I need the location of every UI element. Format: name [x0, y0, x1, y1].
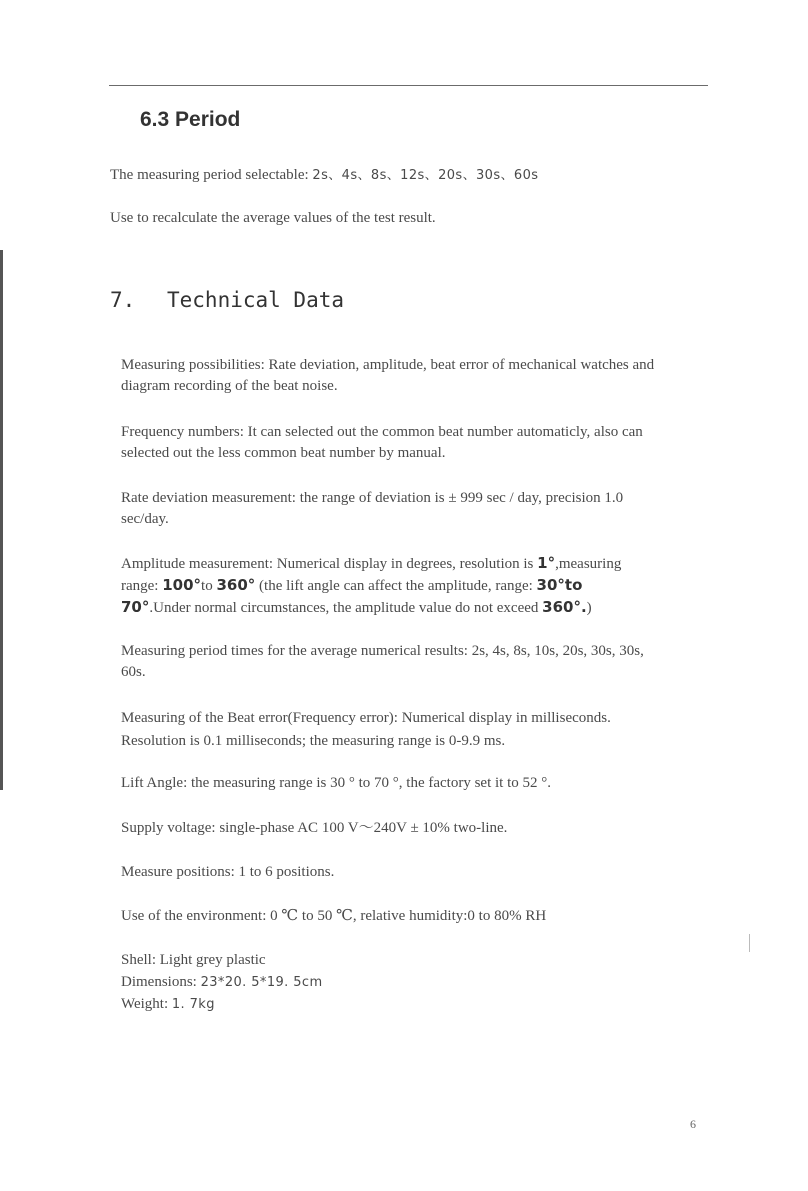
- frequency-numbers-line-1: Frequency numbers: It can selected out the common beat number automaticly, also can: [121, 424, 643, 440]
- period-selectable-line: [110, 164, 538, 187]
- rate-deviation-line-2: sec/day.: [121, 511, 169, 527]
- weight-value: 1. 7kg: [171, 997, 215, 1012]
- weight-label: Weight:: [121, 996, 172, 1012]
- measuring-possibilities-line-2: diagram recording of the beat noise.: [121, 378, 338, 394]
- recalculate-line: Use to recalculate the average values of the test result.: [110, 210, 436, 226]
- supply-voltage-line: Supply voltage: single-phase AC 100 V～240V ± 10% two-line.: [121, 820, 508, 836]
- amplitude-line-1: [121, 552, 621, 575]
- scan-edge-mark: [0, 250, 3, 790]
- amplitude-normal-note: .Under normal circumstances, the amplitude value do not exceed: [149, 600, 543, 616]
- amplitude-max-value: 360°.: [542, 598, 587, 616]
- section-6-3-heading: 6.3 Period: [140, 108, 241, 131]
- frequency-numbers-line-2: selected out the less common beat number by manual.: [121, 445, 446, 461]
- amplitude-line-3: [121, 596, 592, 619]
- dimensions-value: 23*20. 5*19. 5cm: [200, 975, 323, 990]
- amplitude-lift-range-start: 30°to: [536, 576, 583, 594]
- amplitude-range-min: 100°: [162, 576, 202, 594]
- environment-line: Use of the environment: 0 ℃ to 50 ℃, relative humidity:0 to 80% RH: [121, 908, 547, 924]
- measure-positions-line: Measure positions: 1 to 6 positions.: [121, 864, 335, 880]
- beat-error-line-1: Measuring of the Beat error(Frequency error): Numerical display in milliseconds.: [121, 710, 611, 726]
- section-7-title: Technical Data: [167, 288, 345, 312]
- section-7-number: 7.: [110, 288, 136, 312]
- amplitude-text-1-tail: ,measuring: [555, 556, 622, 572]
- page-number: 6: [690, 1117, 696, 1131]
- measuring-period-line-2: 60s.: [121, 664, 146, 680]
- amplitude-range-max: 360°: [216, 576, 256, 594]
- amplitude-lift-note: (the lift angle can affect the amplitude, range:: [255, 578, 537, 594]
- weight-line: [121, 993, 215, 1016]
- section-7-heading: [110, 288, 344, 312]
- scan-speck: [749, 934, 750, 952]
- amplitude-resolution-value: 1°: [537, 554, 556, 572]
- beat-error-line-2: Resolution is 0.1 milliseconds; the measuring range is 0-9.9 ms.: [121, 733, 506, 749]
- period-selectable-text: The measuring period selectable:: [110, 167, 313, 183]
- measuring-period-line-1: Measuring period times for the average numerical results: 2s, 4s, 8s, 10s, 20s, 30s, 30s,: [121, 643, 644, 659]
- amplitude-line-2: [121, 574, 582, 597]
- amplitude-lift-range-end: 70°: [121, 598, 150, 616]
- rate-deviation-line-1: Rate deviation measurement: the range of deviation is ± 999 sec / day, precision 1.0: [121, 490, 624, 506]
- period-values: 2s、4s、8s、12s、20s、30s、60s: [312, 168, 539, 183]
- measuring-possibilities-line-1: Measuring possibilities: Rate deviation, amplitude, beat error of mechanical watches and: [121, 357, 655, 373]
- dimensions-line: [121, 971, 323, 994]
- lift-angle-line: Lift Angle: the measuring range is 30 ° to 70 °, the factory set it to 52 °.: [121, 775, 551, 791]
- amplitude-range-to: to: [201, 578, 217, 594]
- amplitude-text-1: Amplitude measurement: Numerical display in degrees, resolution is: [121, 556, 538, 572]
- shell-line: Shell: Light grey plastic: [121, 952, 266, 968]
- dimensions-label: Dimensions:: [121, 974, 201, 990]
- amplitude-close-paren: ): [586, 600, 592, 616]
- amplitude-range-label: range:: [121, 578, 163, 594]
- header-rule: [109, 85, 708, 86]
